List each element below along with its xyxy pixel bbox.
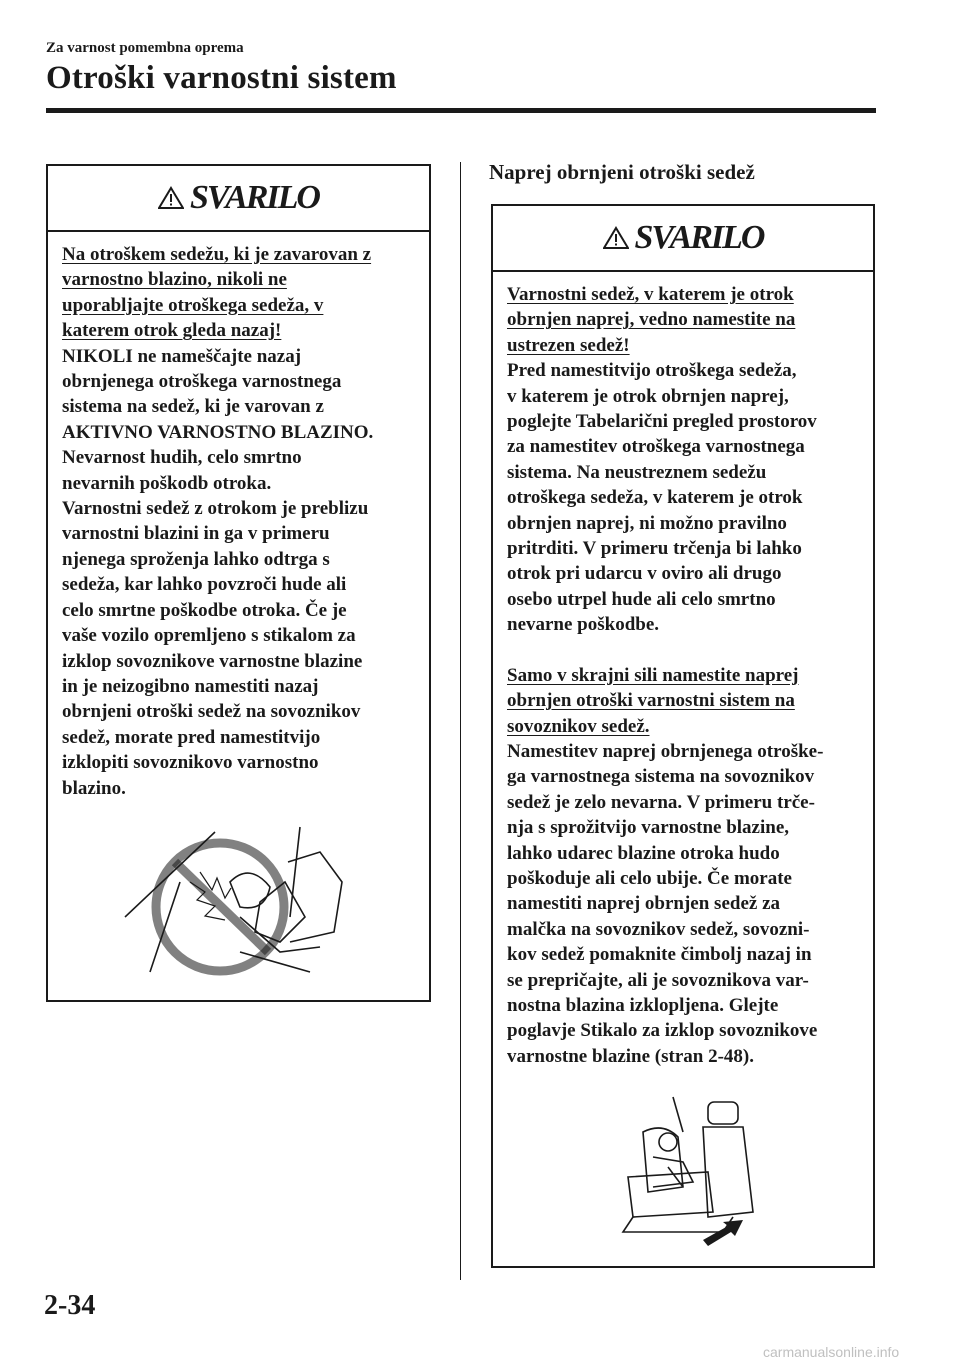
- paragraph-gap: [507, 638, 865, 663]
- page-number: 2-34: [44, 1290, 96, 1321]
- warning-line: in je neizogibno namestiti nazaj: [62, 675, 319, 697]
- warning-line: uporabljajte otroškega sedeža, v: [62, 294, 324, 316]
- section-label: Za varnost pomembna oprema: [46, 40, 244, 56]
- warning-line: celo smrtne poškodbe otroka. Če je: [62, 599, 347, 621]
- warning-line: vaše vozilo opremljeno s stikalom za: [62, 625, 356, 647]
- warning-line: obrnjen otroški varnostni sistem na: [507, 690, 795, 712]
- warning-line: varnostno blazino, nikoli ne: [62, 269, 287, 291]
- warning-line: poglejte Tabelarični pregled prostorov: [507, 411, 817, 433]
- warning-line: AKTIVNO VARNOSTNO BLAZINO.: [62, 421, 374, 443]
- warning-line: NIKOLI ne nameščajte nazaj: [62, 345, 302, 367]
- warning-line: osebo utrpel hude ali celo smrtno: [507, 588, 776, 610]
- warning-line: malčka na sovoznikov sedež, sovozni-: [507, 918, 810, 940]
- warning-line: sovoznikov sedež.: [507, 715, 650, 737]
- warning-line: varnostne blazine (stran 2-48).: [507, 1045, 754, 1067]
- warning-line: izklop sovoznikove varnostne blazine: [62, 650, 363, 672]
- warning-triangle-icon: [158, 186, 184, 210]
- warning-line: lahko udarec blazine otroka hudo: [507, 842, 780, 864]
- warning-line: namestiti naprej obrnjen sedež za: [507, 893, 781, 915]
- warning-line: Samo v skrajni sili namestite naprej: [507, 664, 799, 686]
- warning-line: Namestitev naprej obrnjenega otroške-: [507, 740, 824, 762]
- warning-line: Nevarnost hudih, celo smrtno: [62, 447, 302, 469]
- warning-line: Na otroškem sedežu, ki je zavarovan z: [62, 244, 372, 265]
- warning-heading: SVARILO: [190, 179, 319, 216]
- warning-line: njenega sproženja lahko odtrga s: [62, 548, 330, 570]
- warning-box-rear-facing: [46, 164, 431, 1002]
- warning-line: za namestitev otroškega varnostnega: [507, 436, 805, 458]
- rear-facing-seat-airbag-illustration: [120, 822, 360, 982]
- warning-line: obrnjen naprej, vedno namestite na: [507, 309, 796, 331]
- warning-line: izklopiti sovoznikovo varnostno: [62, 752, 319, 774]
- warning-line: Varnostni sedež z otrokom je preblizu: [62, 498, 369, 520]
- footer-site-watermark: carmanualsonline.info: [763, 1344, 900, 1360]
- warning-line: otroškega sedeža, v katerem je otrok: [507, 487, 803, 509]
- warning-triangle-icon: [603, 226, 629, 250]
- warning-line: sedeža, kar lahko povzroči hude ali: [62, 574, 347, 596]
- warning-line: Pred namestitvijo otroškega sedeža,: [507, 360, 797, 382]
- warning-line: poglavje Stikalo za izklop sovoznikove: [507, 1020, 818, 1042]
- warning-line: obrnjenega otroškega varnostnega: [62, 371, 342, 393]
- warning-line: blazino.: [62, 777, 126, 799]
- section-heading: Naprej obrnjeni otroški sedež: [489, 160, 755, 184]
- warning-line: sedež, morate pred namestitvijo: [62, 726, 321, 748]
- warning-line: nostna blazina izklopljena. Glejte: [507, 994, 779, 1016]
- warning-line: se prepričajte, ali je sovoznikova var-: [507, 969, 809, 991]
- warning-header: [493, 206, 873, 272]
- warning-line: sedež je zelo nevarna. V primeru trče-: [507, 791, 815, 813]
- warning-heading: SVARILO: [634, 219, 764, 256]
- warning-line: sistema. Na neustreznem sedežu: [507, 461, 767, 483]
- page-title: Otroški varnostni sistem: [46, 60, 397, 96]
- warning-line: nevarnih poškodb otroka.: [62, 472, 272, 494]
- warning-line: v katerem je otrok obrnjen naprej,: [507, 385, 789, 407]
- warning-line: sistema na sedež, ki je varovan z: [62, 396, 324, 418]
- warning-body: [493, 272, 873, 1069]
- warning-line: Varnostni sedež, v katerem je otrok: [507, 284, 794, 305]
- warning-line: nja s sprožitvijo varnostne blazine,: [507, 817, 790, 839]
- column-divider: [460, 162, 461, 1280]
- warning-line: nevarne poškodbe.: [507, 614, 660, 636]
- warning-line: ga varnostnega sistema na sovoznikov: [507, 766, 815, 788]
- warning-line: ustrezen sedež!: [507, 334, 630, 356]
- warning-line: pritrditi. V primeru trčenja bi lahko: [507, 538, 802, 560]
- warning-line: poškoduje ali celo ubije. Če morate: [507, 867, 792, 889]
- warning-line: otrok pri udarcu v oviro ali drugo: [507, 563, 782, 585]
- warning-line: obrnjen naprej, ni možno pravilno: [507, 512, 787, 534]
- warning-line: obrnjeni otroški sedež na sovoznikov: [62, 701, 361, 723]
- title-rule: [46, 108, 876, 113]
- warning-box-forward-facing: [491, 204, 875, 1268]
- warning-line: katerem otrok gleda nazaj!: [62, 320, 282, 342]
- warning-line: varnostni blazini in ga v primeru: [62, 523, 330, 545]
- warning-header: [48, 166, 429, 232]
- warning-line: kov sedež pomaknite čimbolj nazaj in: [507, 944, 812, 966]
- warning-body: [48, 232, 429, 801]
- forward-facing-seat-illustration: [613, 1092, 763, 1252]
